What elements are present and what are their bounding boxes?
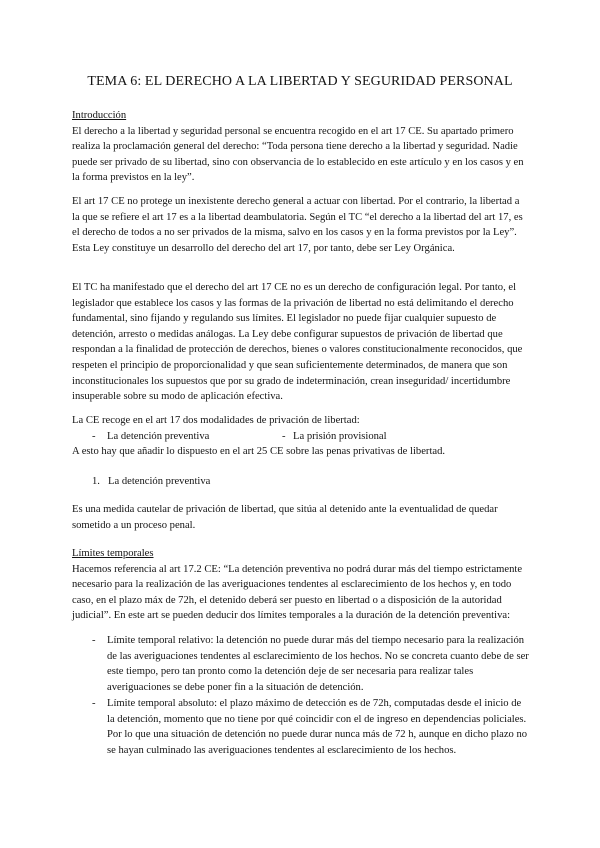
page-title: TEMA 6: EL DERECHO A LA LIBERTAD Y SEGURIDAD PERSONAL <box>87 74 513 89</box>
bullet-dash: - <box>92 431 96 442</box>
limits-heading: Límites temporales <box>72 548 154 559</box>
bullet-dash: - <box>92 698 96 709</box>
section-title: La detención preventiva <box>108 476 211 487</box>
intro-paragraph-4: La CE recoge en el art 17 dos modalidades de privación de libertad: <box>72 415 360 426</box>
limits-section <box>72 546 528 624</box>
limits-paragraph: Hacemos referencia al art 17.2 CE: “La detención preventiva no podrá durar más del tiempo estrictamente necesario para la realización de las averiguaciones tendentes al esclarecimiento de los hechos y, en todo caso, en el plazo máx de 72h, el detenido deberá ser puesto en libertad o a disposición de la autoridad judicial”. En este art se pueden deducir dos límites temporales a la duración de la detención preventiva: <box>72 563 523 622</box>
intro-paragraph-2: El art 17 CE no protege un inexistente derecho general a actuar con libertad. Por el contrario, la libertad a la que se refiere el art 17 es a la libertad deambulatoria. Según el TC “el derecho a la libertad del art 17, es el derecho de todos a no ser privados de la misma, salvo en los casos y en la forma previstos por la Ley”. Esta Ley constituye un desarrollo del derecho del art 17, por tanto, debe ser Ley Orgánica. <box>72 196 523 254</box>
section1-paragraph: Es una medida cautelar de privación de libertad, que sitúa al detenido ante la eventualidad de quedar sometido a un proceso penal. <box>72 504 498 531</box>
intro-paragraph-3: El TC ha manifestado que el derecho del art 17 CE no es un derecho de configuración legal. Por tanto, el legislador que establece los casos y las formas de la privación de libertad no está delimitando el derecho fundamental, sino fijando y regulando sus límites. El legislador no puede fijar cualquier supuesto de detención, arresto o medidas análogas. La Ley debe configurar supuestos de privación de libertad que respondan a la finalidad de protección de derechos, bienes o valores constitucionalmente reconocidos, que respeten el principio de proporcionalidad y que sean suficientemente determinados, de manera que son inconstitucionales los supuestos que por su grado de indeterminación, crean inseguridad/ incertidumbre insuperable sobre su modo de aplicación efectiva. <box>72 282 523 403</box>
modality-prison: La prisión provisional <box>293 431 387 442</box>
limit-absolute: Límite temporal absoluto: el plazo máximo de detección es de 72h, computadas desde el inicio de la detención, momento que no tiene por qué coincidir con el de ingreso en dependencias policiales. Por lo que una situación de detención no puede durar nunca más de 72 h, aunque en dicho plazo no se hayan culminado las averiguaciones tendentes al esclarecimiento de los hechos. <box>107 698 528 756</box>
intro-section <box>72 108 528 186</box>
intro-paragraph-5: A esto hay que añadir lo dispuesto en el art 25 CE sobre las penas privativas de libertad. <box>72 446 446 457</box>
modality-detention: La detención preventiva <box>107 431 210 442</box>
bullet-dash: - <box>92 635 96 646</box>
intro-heading: Introducción <box>72 110 127 121</box>
section-number: 1. <box>92 476 100 487</box>
intro-paragraph-1: El derecho a la libertad y seguridad personal se encuentra recogido en el art 17 CE. Su apartado primero realiza la proclamación general del derecho: “Toda persona tiene derecho a la libertad y seguridad. Nadie puede ser privado de su libertad, sino con observancia de lo establecido en este artículo y en los casos y en la forma previstos en la ley”. <box>72 125 524 184</box>
bullet-dash: - <box>282 431 286 442</box>
limit-relative: Límite temporal relativo: la detención no puede durar más del tiempo necesario para la realización de las averiguaciones tendentes al esclarecimiento de los hechos. No se concreta cuanto debe de ser este tiempo, pero tan pronto como la detención deje de ser necesaria para realizar tales averiguaciones se debe poner fin a la situación de detención. <box>107 635 529 693</box>
